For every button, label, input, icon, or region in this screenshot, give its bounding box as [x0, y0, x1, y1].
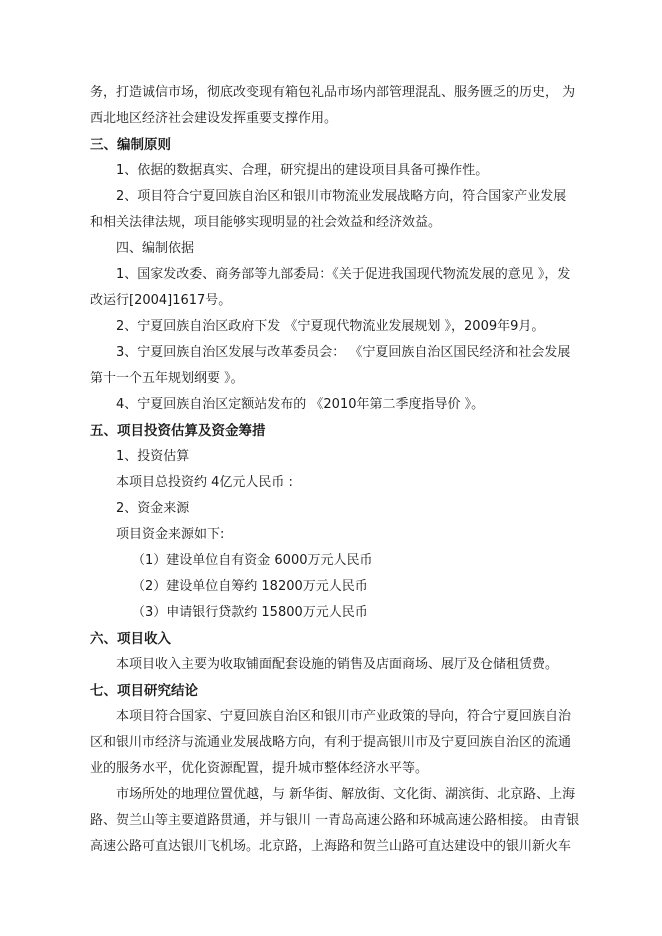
paragraph-line: 高速公路可直达银川飞机场。北京路，上海路和贺兰山路可直达建设中的银川新火车	[90, 839, 572, 854]
section-heading-compilation-basis: 四、编制依据	[116, 241, 195, 256]
paragraph-line: 改运行[2004]1617号。	[90, 293, 232, 308]
paragraph-line: 3、宁夏回族自治区发展与改革委员会： 《宁夏回族自治区国民经济和社会发展	[116, 345, 571, 360]
paragraph-line: 本项目符合国家、宁夏回族自治区和银川市产业政策的导向，符合宁夏回族自治	[116, 709, 572, 724]
paragraph-line: 4、宁夏回族自治区定额站发布的 《2010年第二季度指导价 》。	[116, 397, 485, 412]
section-heading-conclusion: 七、项目研究结论	[90, 683, 198, 699]
section-heading-income: 六、项目收入	[90, 631, 171, 647]
paragraph-line: 第十一个五年规划纲要 》。	[90, 371, 244, 386]
subheading-investment-estimate: 1、投资估算	[116, 449, 190, 464]
paragraph-line: 2、项目符合宁夏回族自治区和银川市物流业发展战略方向，符合国家产业发展	[116, 189, 567, 204]
section-heading-investment: 五、项目投资估算及资金筹措	[90, 423, 266, 439]
paragraph-line: 1、国家发改委、商务部等九部委局：《关于促进我国现代物流发展的意见 》，发	[116, 267, 571, 282]
paragraph-line: 项目资金来源如下:	[116, 527, 225, 542]
paragraph-line: 市场所处的地理位置优越，与 新华街、解放街、文化街、湖滨街、北京路、上海	[116, 787, 576, 802]
paragraph-line: 和相关法律法规，项目能够实现明显的社会效益和经济效益。	[90, 215, 442, 230]
subheading-funding-source: 2、资金来源	[116, 501, 190, 516]
paragraph-line: 务，打造诚信市场，彻底改变现有箱包礼品市场内部管理混乱、服务匮乏的历史， 为	[90, 85, 576, 100]
funding-list-item: （2）建设单位自筹约 18200万元人民币	[132, 579, 368, 594]
paragraph-line: 本项目收入主要为收取铺面配套设施的销售及店面商场、展厅及仓储租赁费。	[116, 657, 559, 672]
funding-list-item: （3）申请银行贷款约 15800万元人民币	[132, 605, 368, 620]
section-heading-compilation-principles: 三、编制原则	[90, 137, 171, 153]
paragraph-line: 2、宁夏回族自治区政府下发 《宁夏现代物流业发展规划 》，2009年9月。	[116, 319, 545, 334]
funding-list-item: （1）建设单位自有资金 6000万元人民币	[132, 553, 373, 568]
paragraph-line: 1、依据的数据真实、合理，研究提出的建设项目具备可操作性。	[116, 163, 489, 178]
paragraph-line: 本项目总投资约 4亿元人民币 :	[116, 475, 293, 490]
paragraph-line: 西北地区经济社会建设发挥重要支撑作用。	[90, 111, 338, 126]
paragraph-line: 区和银川市经济与流通业发展战略方向，有利于提高银川市及宁夏回族自治区的流通	[90, 735, 572, 750]
paragraph-line: 路、贺兰山等主要道路贯通，并与银川 一青岛高速公路和环城高速公路相接。 由青银	[90, 813, 580, 828]
paragraph-line: 业的服务水平，优化资源配置，提升城市整体经济水平等。	[90, 761, 429, 776]
